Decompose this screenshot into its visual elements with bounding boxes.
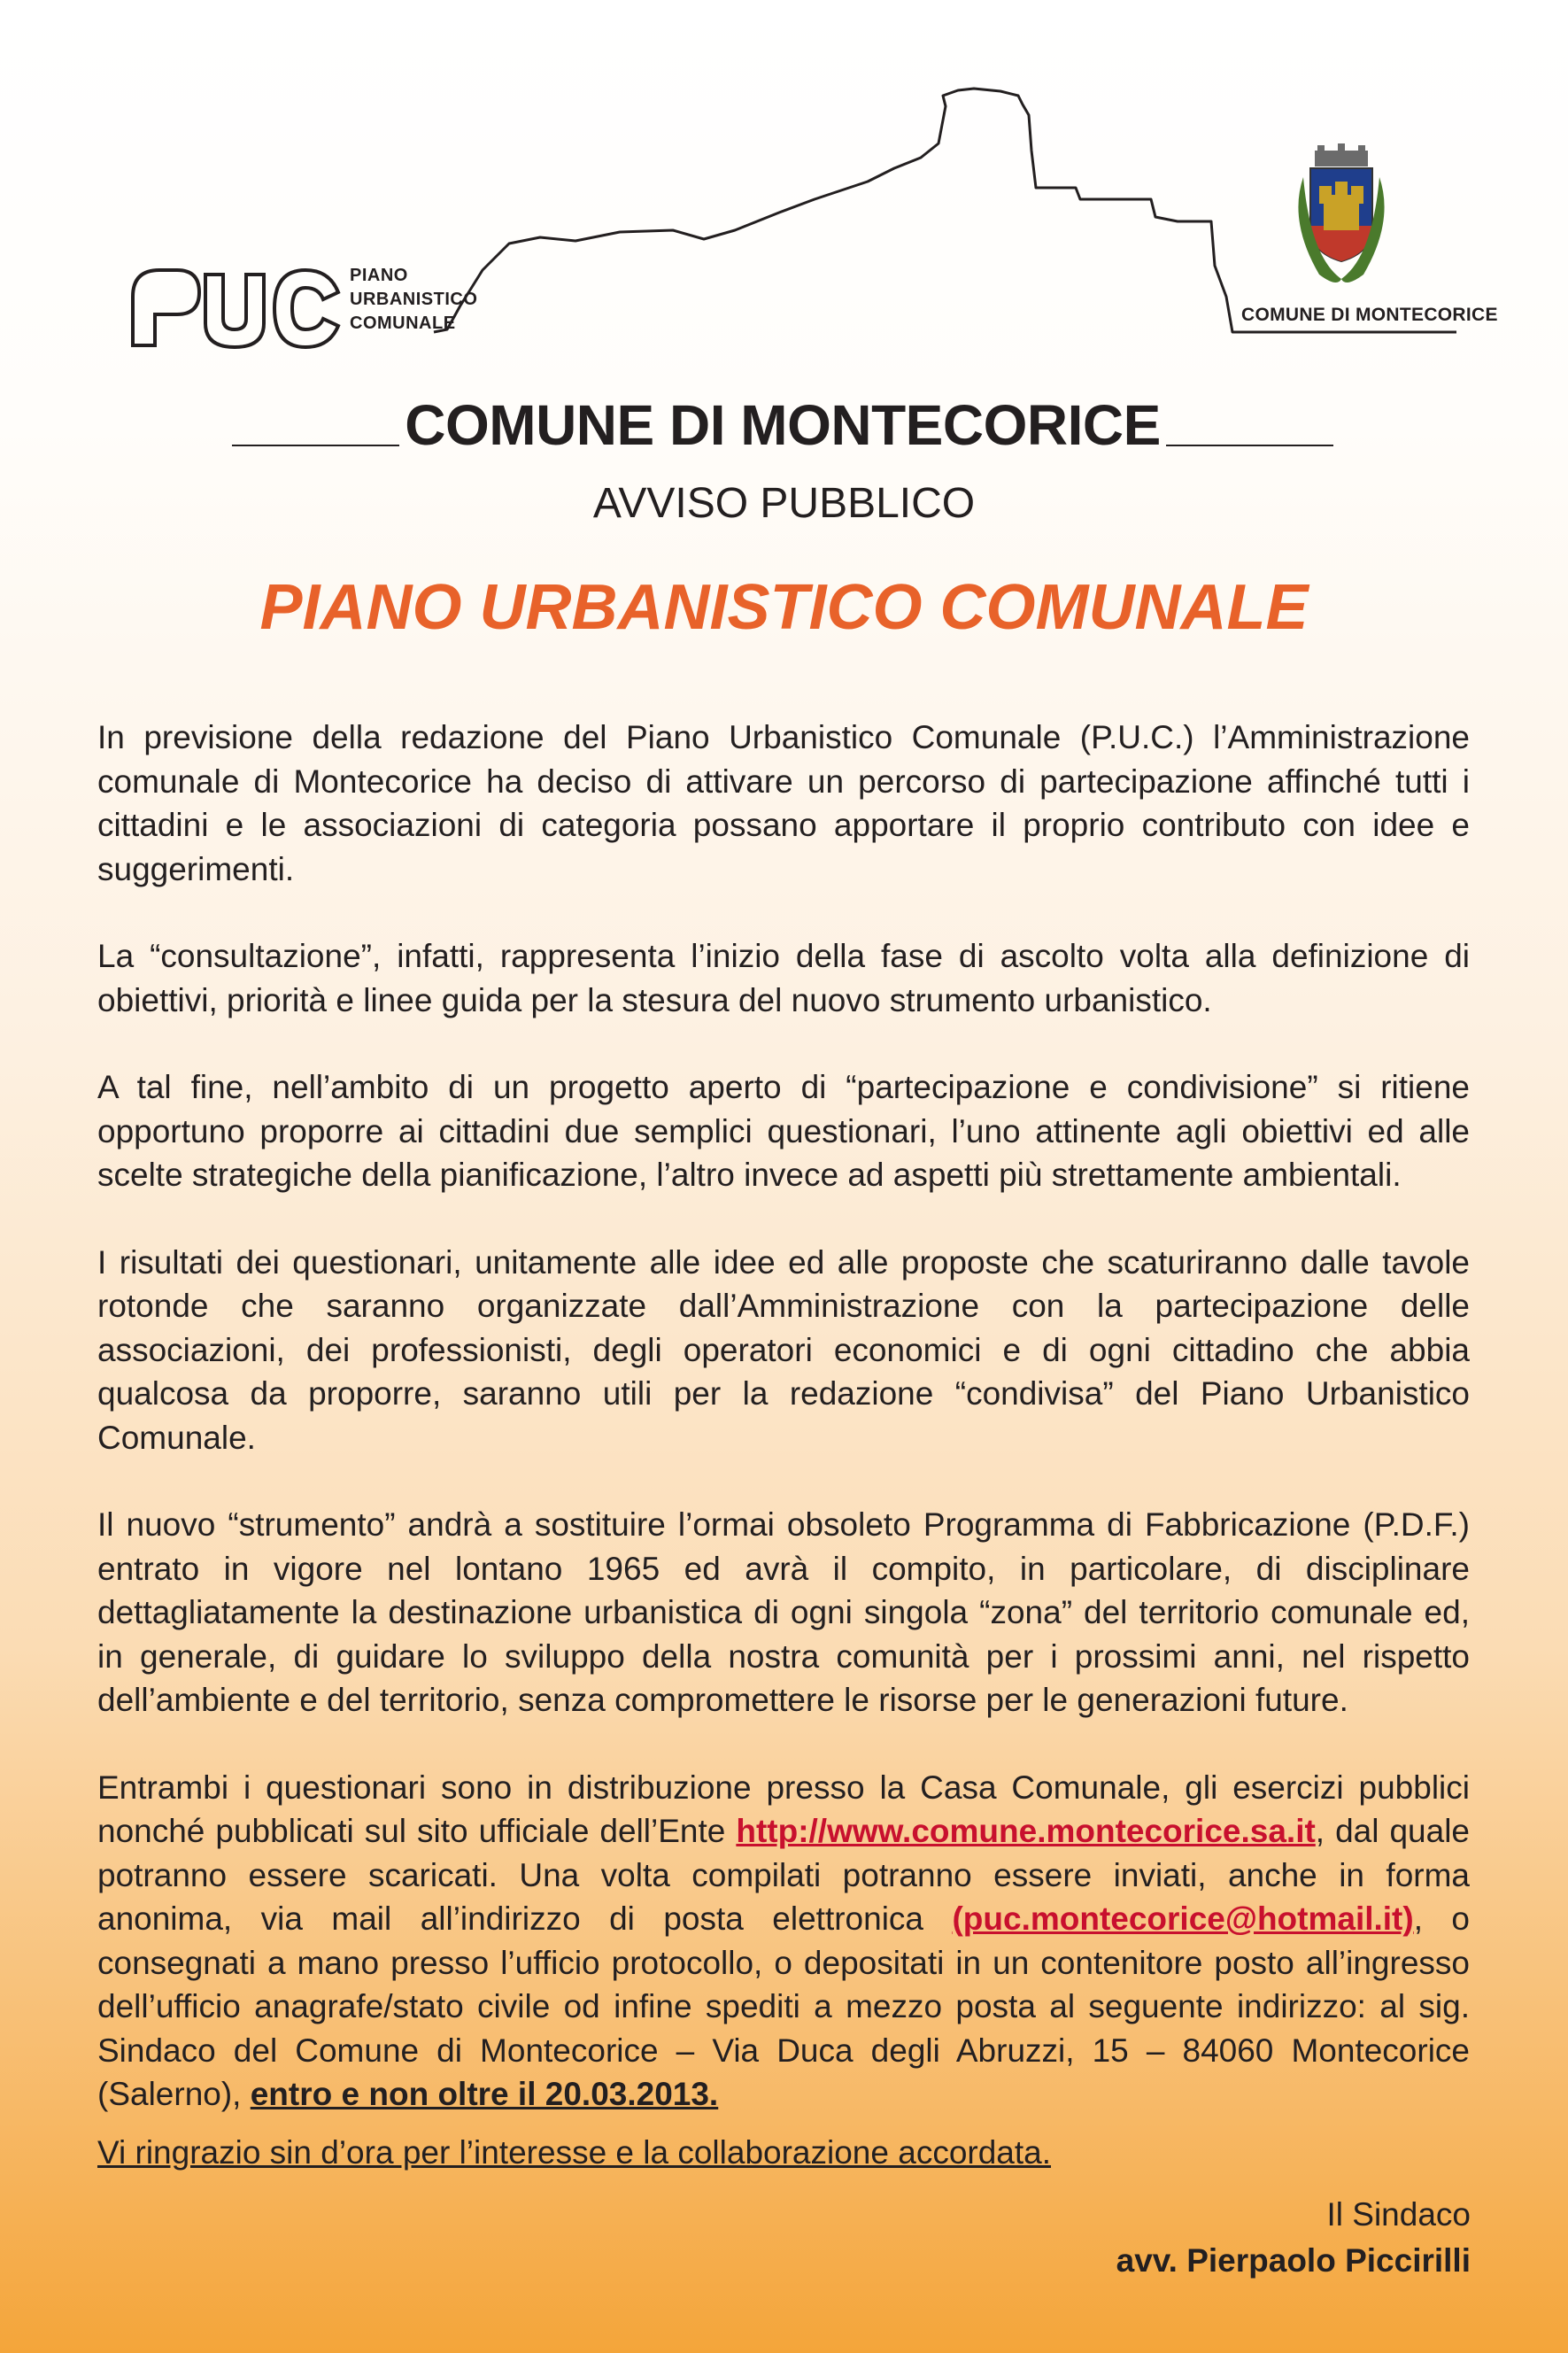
signature-role: Il Sindaco: [1326, 2196, 1471, 2233]
paragraph-intro: In previsione della redazione del Piano Urbanistico Comunale (P.U.C.) l’Amministrazione comunale di Montecorice ha deciso di attivare un percorso di partecipazione affinché tutti i cittadini e le associazioni di categoria possano apportare il proprio contributo con idee e suggerimenti.: [97, 719, 1470, 887]
puc-subtitle-line: URBANISTICO: [350, 290, 478, 309]
signature-block: [1116, 2192, 1471, 2284]
coat-of-arms-icon: [1284, 142, 1399, 301]
paragraph-thanks: Vi ringrazio sin d’ora per l’interesse e la collaborazione accordata.: [97, 2133, 1052, 2171]
notice-subtitle: AVVISO PUBBLICO: [592, 480, 976, 527]
puc-logo-icon: [106, 257, 341, 354]
deadline-text: entro e non oltre il 20.03.2013.: [250, 2076, 719, 2112]
notice-body: [97, 716, 1470, 2218]
puc-subtitle-line: COMUNALE: [350, 313, 456, 333]
paragraph-distribution: [97, 1766, 1470, 2117]
title-divider-right: [1166, 445, 1333, 446]
paragraph-consultation: La “consultazione”, infatti, rappresenta l’inizio della fase di ascolto volta alla definizione di obiettivi, priorità e linee guida per la stesura del nuovo strumento urbanistico.: [97, 938, 1470, 1018]
signature-name: avv. Pierpaolo Piccirilli: [1116, 2242, 1471, 2279]
website-link[interactable]: http://www.comune.montecorice.sa.it: [736, 1813, 1316, 1849]
crest-label: COMUNE DI MONTECORICE: [1241, 305, 1498, 325]
distribution-text-3: , o consegnati a mano presso l’ufficio protocollo, o depositati in un contenitore posto all’ingresso dell’ufficio anagrafe/stato civile od infine spediti a mezzo posta al seguente indirizzo: al sig. Sindaco del Comune di Montecorice – Via Duca degli Abruzzi, 15 – 84060 Montecorice (Salerno),: [97, 1900, 1471, 2112]
email-link[interactable]: (puc.montecorice@hotmail.it): [952, 1900, 1414, 1937]
distribution-text-1: Entrambi i questionari sono in distribuzione presso la Casa Comunale, gli esercizi pubblici nonché pubblicati sul sito ufficiale dell’Ente: [97, 1769, 1470, 1849]
puc-logo-subtitle: [350, 264, 477, 336]
puc-subtitle-line: PIANO: [350, 266, 408, 285]
title-row: [232, 383, 1333, 457]
notice-heading: PIANO URBANISTICO COMUNALE: [259, 572, 1309, 643]
paragraph-questionnaires: A tal fine, nell’ambito di un progetto aperto di “partecipazione e condivisione” si ritiene opportuno proporre ai cittadini due semplici questionari, l’uno attinente agli obiettivi ed alle scelte strategiche della pianificazione, l’altro invece ad aspetti più strettamente ambientali.: [97, 1069, 1470, 1193]
distribution-text-2: , dal quale potranno essere scaricati. Una volta compilati potranno essere inviati, anche in forma anonima, via mail all’indirizzo di posta elettronica: [97, 1813, 1470, 1937]
paragraph-new-instrument: Il nuovo “strumento” andrà a sostituire l’ormai obsoleto Programma di Fabbricazione (P.D.F.) entrato in vigore nel lontano 1965 ed avrà il compito, in particolare, di disciplinare dettagliatamente la destinazione urbanistica di ogni singola “zona” del territorio comunale ed, in generale, di guidare lo sviluppo della nostra comunità per i prossimi anni, nel rispetto dell’ambiente e del territorio, senza compromettere le risorse per le generazioni future.: [97, 1506, 1470, 1718]
title-divider-left: [232, 445, 399, 446]
paragraph-results: I risultati dei questionari, unitamente alle idee ed alle proposte che scaturiranno dalle tavole rotonde che saranno organizzate dall’Amministrazione con la partecipazione delle associazioni, dei professionisti, degli operatori economici e di ogni cittadino che abbia qualcosa da proporre, saranno utili per la redazione “condivisa” del Piano Urbanistico Comunale.: [97, 1243, 1470, 1456]
header: [0, 0, 1568, 354]
page-title: COMUNE DI MONTECORICE: [405, 393, 1161, 457]
